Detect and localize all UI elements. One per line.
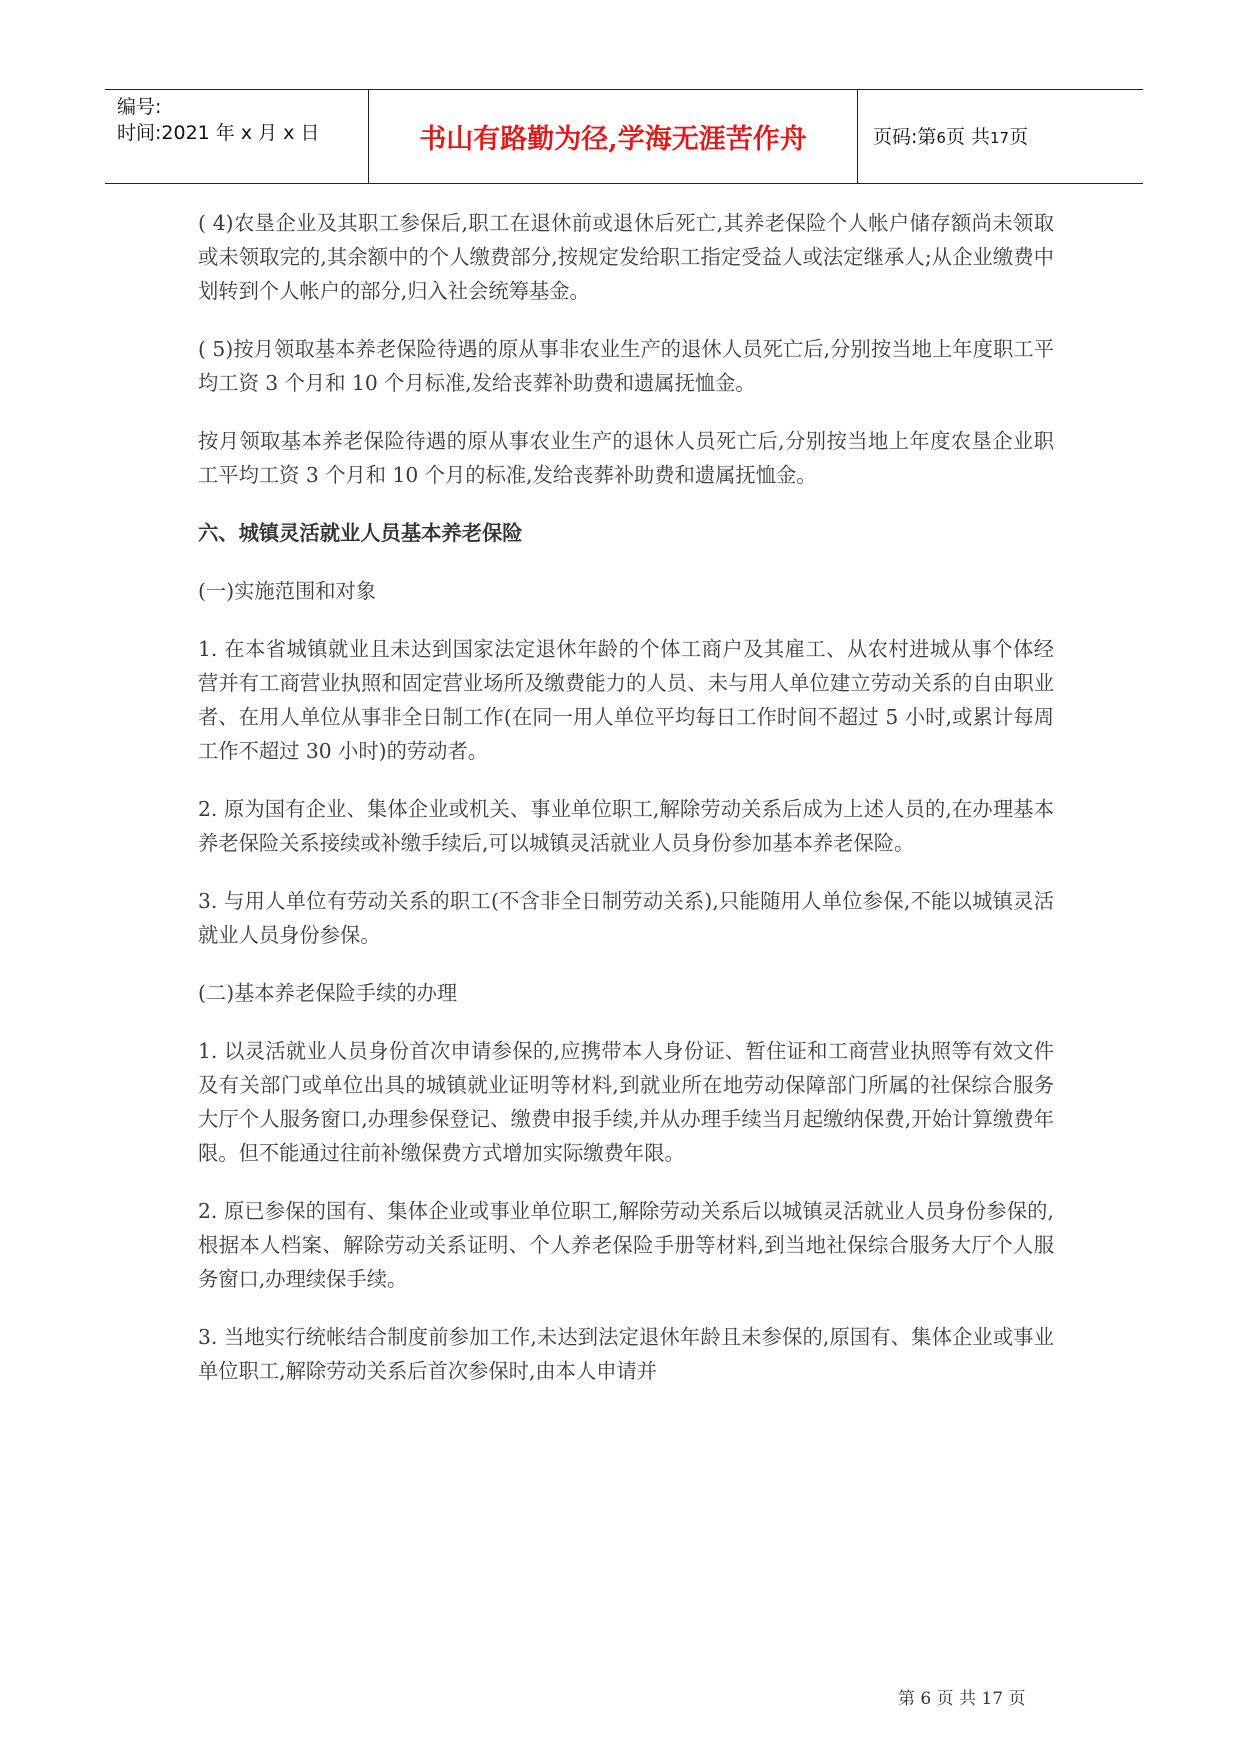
- page-suffix: 页: [1009, 126, 1029, 148]
- paragraph: 1. 以灵活就业人员身份首次申请参保的,应携带本人身份证、暂住证和工商营业执照等有效文件及有关部门或单位出具的城镇就业证明等材料,到就业所在地劳动保障部门所属的社保综合服务大厅个人服务窗口,办理参保登记、缴费申报手续,并从办理手续当月起缴纳保费,开始计算缴费年限。但不能通过往前补缴保费方式增加实际缴费年限。: [198, 1039, 1054, 1165]
- subsection-heading: (一)实施范围和对象: [198, 579, 377, 603]
- document-time-label: 时间:2021 年 x 月 x 日: [117, 122, 320, 144]
- paragraph: ( 4)农垦企业及其职工参保后,职工在退休前或退休后死亡,其养老保险个人帐户储存额尚未领取或未领取完的,其余额中的个人缴费部分,按规定发给职工指定受益人或法定继承人;从企业缴费中划转到个人帐户的部分,归入社会统筹基金。: [198, 211, 1054, 303]
- paragraph: 3. 与用人单位有劳动关系的职工(不含非全日制劳动关系),只能随用人单位参保,不能以城镇灵活就业人员身份参保。: [198, 889, 1054, 947]
- page-footer: 第 6 页 共 17 页: [898, 1689, 1026, 1709]
- page-prefix: 页码:第: [873, 126, 937, 148]
- page-current: 6: [936, 129, 946, 147]
- page-mid: 页 共: [945, 126, 990, 148]
- subsection-heading: (二)基本养老保险手续的办理: [198, 981, 458, 1005]
- paragraph: 3. 当地实行统帐结合制度前参加工作,未达到法定退休年龄且未参保的,原国有、集体企业或事业单位职工,解除劳动关系后首次参保时,由本人申请并: [198, 1325, 1054, 1383]
- header-page-indicator: [873, 122, 1028, 149]
- page-header: [105, 89, 1143, 184]
- document-number-label: 编号:: [117, 96, 162, 118]
- document-body: [198, 206, 1054, 1412]
- page-total: 17: [990, 129, 1010, 147]
- section-heading: 六、城镇灵活就业人员基本养老保险: [198, 521, 523, 545]
- paragraph: ( 5)按月领取基本养老保险待遇的原从事非农业生产的退休人员死亡后,分别按当地上年度职工平均工资 3 个月和 10 个月标准,发给丧葬补助费和遗属抚恤金。: [198, 337, 1054, 395]
- header-motto: 书山有路勤为径,学海无涯苦作舟: [419, 124, 807, 155]
- paragraph: 2. 原为国有企业、集体企业或机关、事业单位职工,解除劳动关系后成为上述人员的,在办理基本养老保险关系接续或补缴手续后,可以城镇灵活就业人员身份参加基本养老保险。: [198, 797, 1054, 855]
- paragraph: 2. 原已参保的国有、集体企业或事业单位职工,解除劳动关系后以城镇灵活就业人员身份参保的,根据本人档案、解除劳动关系证明、个人养老保险手册等材料,到当地社保综合服务大厅个人服务窗口,办理续保手续。: [198, 1199, 1054, 1291]
- paragraph: 按月领取基本养老保险待遇的原从事农业生产的退休人员死亡后,分别按当地上年度农垦企业职工平均工资 3 个月和 10 个月的标准,发给丧葬补助费和遗属抚恤金。: [198, 429, 1054, 487]
- paragraph: 1. 在本省城镇就业且未达到国家法定退休年龄的个体工商户及其雇工、从农村进城从事个体经营并有工商营业执照和固定营业场所及缴费能力的人员、未与用人单位建立劳动关系的自由职业者、在用人单位从事非全日制工作(在同一用人单位平均每日工作时间不超过 5 小时,或累计每周工作不超过 30 小时)的劳动者。: [198, 637, 1054, 763]
- header-divider: [857, 90, 858, 183]
